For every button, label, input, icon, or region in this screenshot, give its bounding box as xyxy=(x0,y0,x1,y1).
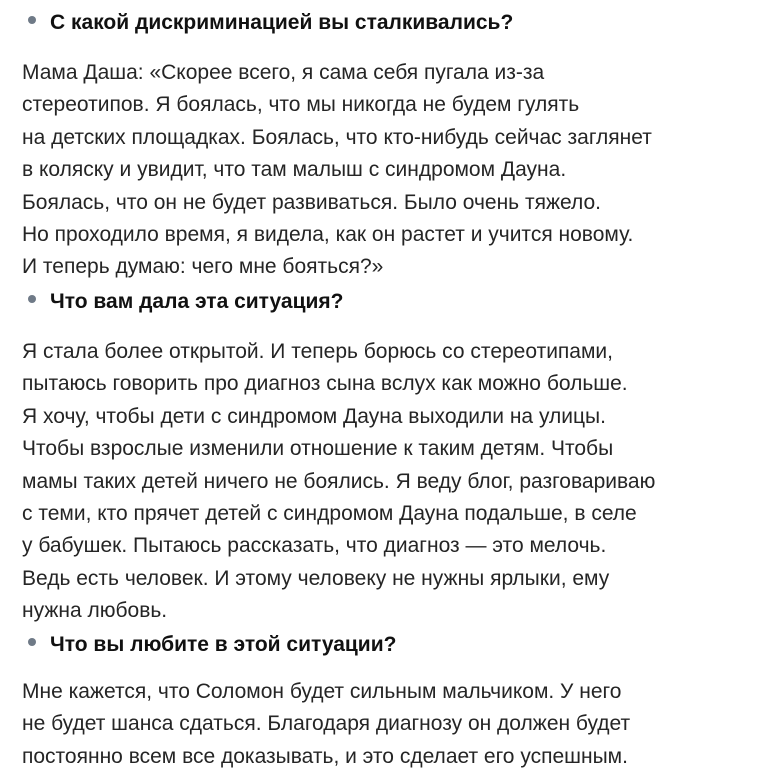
answer-line: Чтобы взрослые изменили отношение к таким детям. Чтобы xyxy=(22,437,614,461)
answer-line: постоянно всем все доказывать, и это сделает его успешным. xyxy=(22,744,628,768)
question-heading-what-love xyxy=(28,630,396,660)
bullet-icon xyxy=(28,295,36,303)
answer-line: Мама Даша: «Скорее всего, я сама себя пугала из-за xyxy=(22,61,545,84)
answer-line: стереотипов. Я боялась, что мы никогда не будем гулять xyxy=(22,93,580,117)
question-text: С какой дискриминацией вы сталкивались? xyxy=(50,11,514,34)
answer-paragraph-what-love xyxy=(22,676,630,773)
question-text: Что вам дала эта ситуация? xyxy=(50,290,344,313)
answer-line: не будет шанса сдаться. Благодаря диагнозу он должен будет xyxy=(22,712,631,736)
answer-paragraph-what-gave xyxy=(22,336,655,628)
answer-line: Ведь есть человек. И этому человеку не нужны ярлыки, ему xyxy=(22,566,610,590)
bullet-icon xyxy=(28,638,36,646)
answer-line: мамы таких детей ничего не боялись. Я веду блог, разговариваю xyxy=(22,469,656,493)
answer-line: нужна любовь. xyxy=(22,599,168,623)
question-text: Что вы любите в этой ситуации? xyxy=(50,633,397,656)
answer-line: Но проходило время, я видела, как он растет и учится новому. xyxy=(22,222,634,246)
answer-line: с теми, кто прячет детей с синдромом Дауна подальше, в селе xyxy=(22,501,637,525)
answer-line: И теперь думаю: чего мне бояться?» xyxy=(22,255,384,279)
answer-line: Я хочу, чтобы дети с синдромом Дауна выходили на улицы. xyxy=(22,404,606,428)
bullet-icon xyxy=(28,16,36,24)
question-heading-what-gave xyxy=(28,287,343,317)
answer-line: у бабушек. Пытаюсь рассказать, что диагноз — это мелочь. xyxy=(22,534,607,558)
answer-line: Я стала более открытой. И теперь борюсь со стереотипами, xyxy=(22,340,613,363)
question-heading-discrimination xyxy=(28,8,513,38)
answer-line: в коляску и увидит, что там малыш с синдромом Дауна. xyxy=(22,158,567,182)
answer-line: пытаюсь говорить про диагноз сына вслух как можно больше. xyxy=(22,372,628,396)
answer-paragraph-discrimination xyxy=(22,57,652,284)
answer-line: на детских площадках. Боялась, что кто-нибудь сейчас заглянет xyxy=(22,125,652,149)
answer-line: Боялась, что он не будет развиваться. Было очень тяжело. xyxy=(22,190,601,214)
answer-line: Мне кажется, что Соломон будет сильным мальчиком. У него xyxy=(22,680,622,703)
